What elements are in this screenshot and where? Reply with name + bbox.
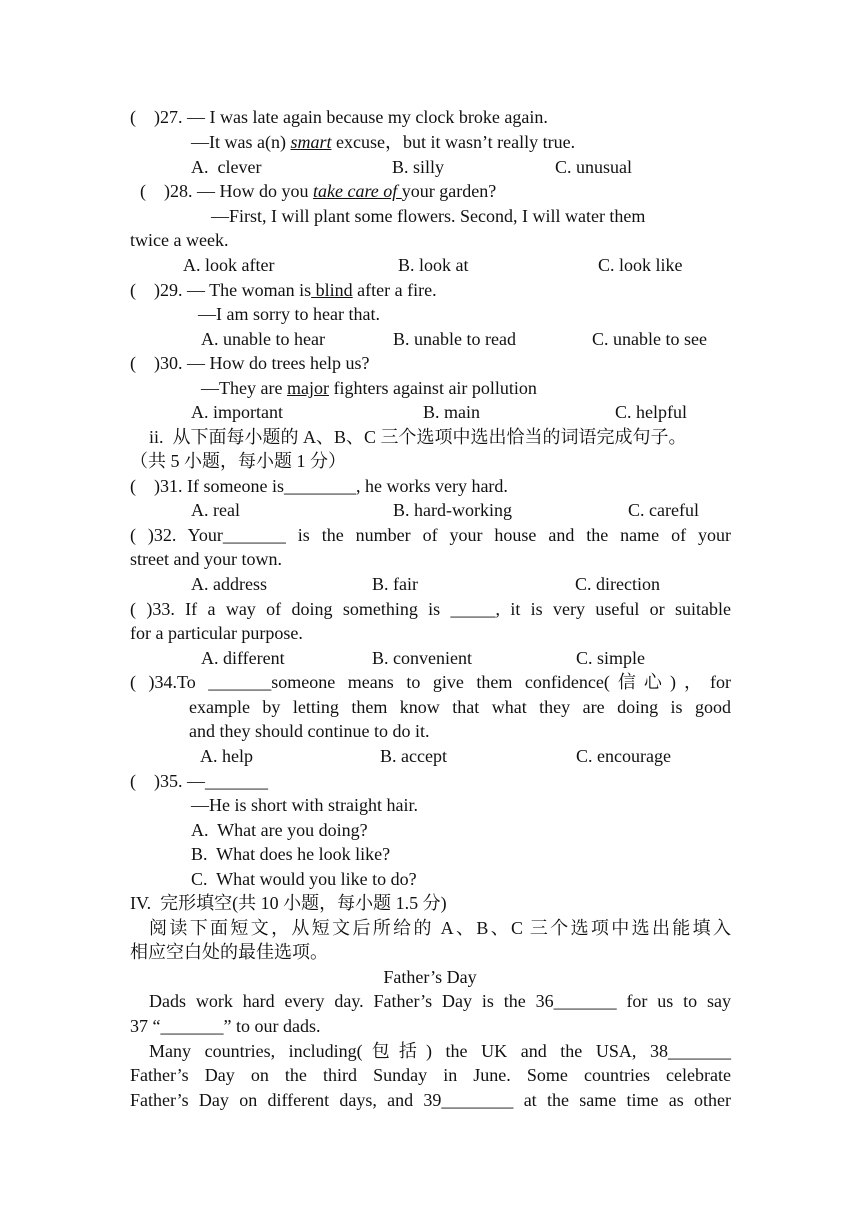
option-c: C. unusual bbox=[555, 157, 633, 177]
passage-line: Father’s Day on the third Sunday in June. Some countries celebrate bbox=[130, 1065, 731, 1085]
question-32: ( )32. Your_______ is the number of your house and the name of your bbox=[130, 525, 731, 545]
option-c: C. look like bbox=[598, 255, 683, 275]
question-text: your garden? bbox=[401, 181, 497, 201]
option-a: A. real bbox=[191, 500, 240, 520]
option-b: B. hard-working bbox=[393, 500, 512, 520]
option-b: B. What does he look like? bbox=[191, 844, 391, 864]
underlined-word: major bbox=[286, 378, 329, 398]
reply-text: —They are bbox=[201, 378, 287, 398]
option-c: C. What would you like to do? bbox=[191, 869, 417, 889]
option-c: C. direction bbox=[575, 574, 660, 594]
option-b: B. look at bbox=[398, 255, 469, 275]
question-35: ( )35. —_______ bbox=[130, 771, 268, 791]
question-33-cont: for a particular purpose. bbox=[130, 623, 303, 643]
option-b: B. main bbox=[423, 402, 480, 422]
option-c: C. encourage bbox=[576, 746, 671, 766]
option-a: A. look after bbox=[183, 255, 275, 275]
section-iv-instructions: 阅读下面短文，从短文后所给的 A、B、C 三个选项中选出能填入 bbox=[149, 918, 731, 938]
underlined-phrase: take care of bbox=[313, 181, 402, 201]
question-28-reply-cont: twice a week. bbox=[130, 230, 229, 250]
question-text: ( )29. — The woman is bbox=[130, 280, 312, 300]
question-text: ( )28. — How do you bbox=[140, 181, 313, 201]
reply-text: —It was a(n) bbox=[191, 132, 291, 152]
reply-text: excuse，but it wasn’t really true. bbox=[331, 132, 576, 152]
passage-line: Father’s Day on different days, and 39________ at the same time as other bbox=[130, 1090, 731, 1110]
option-a: A. address bbox=[191, 574, 267, 594]
question-28-reply: —First, I will plant some flowers. Second, I will water them bbox=[211, 206, 646, 226]
option-c: C. helpful bbox=[615, 402, 687, 422]
passage-line: 37 “_______” to our dads. bbox=[130, 1016, 321, 1036]
option-b: B. fair bbox=[372, 574, 418, 594]
section-iv-heading: IV. 完形填空(共 10 小题，每小题 1.5 分) bbox=[130, 893, 447, 913]
option-a: A. help bbox=[200, 746, 253, 766]
question-35-reply: —He is short with straight hair. bbox=[191, 795, 418, 815]
section-ii-heading: ii. 从下面每小题的 A、B、C 三个选项中选出恰当的词语完成句子。 bbox=[149, 427, 687, 447]
option-c: C. careful bbox=[628, 500, 699, 520]
question-32-cont: street and your town. bbox=[130, 549, 282, 569]
question-30-reply bbox=[201, 376, 537, 400]
question-33: ( )33. If a way of doing something is _____, it is very useful or suitable bbox=[130, 599, 731, 619]
question-text: after a fire. bbox=[352, 280, 437, 300]
underlined-word: blind bbox=[311, 280, 353, 300]
option-a: A. What are you doing? bbox=[191, 820, 368, 840]
passage-title: Father’s Day bbox=[383, 967, 477, 987]
section-iv-instructions-cont: 相应空白处的最佳选项。 bbox=[130, 942, 328, 962]
reply-text: fighters against air pollution bbox=[328, 378, 537, 398]
option-b: B. accept bbox=[380, 746, 447, 766]
underlined-word: smart bbox=[290, 132, 332, 152]
option-b: B. silly bbox=[392, 157, 445, 177]
option-b: B. unable to read bbox=[393, 329, 516, 349]
option-a: A. unable to hear bbox=[201, 329, 325, 349]
question-30: ( )30. — How do trees help us? bbox=[130, 353, 370, 373]
question-29 bbox=[130, 278, 437, 302]
question-27-reply bbox=[191, 130, 575, 154]
question-29-reply: —I am sorry to hear that. bbox=[198, 304, 380, 324]
question-34: ( )34.To _______someone means to give them confidence(信心)，for bbox=[130, 672, 731, 692]
question-34-cont: and they should continue to do it. bbox=[189, 721, 430, 741]
section-ii-points: （共 5 小题，每小题 1 分） bbox=[130, 451, 346, 471]
question-34-cont: example by letting them know that what they are doing is good bbox=[189, 697, 731, 717]
option-c: C. simple bbox=[576, 648, 646, 668]
option-a: A. different bbox=[201, 648, 285, 668]
question-27: ( )27. — I was late again because my clock broke again. bbox=[130, 107, 548, 127]
option-b: B. convenient bbox=[372, 648, 472, 668]
passage-line: Dads work hard every day. Father’s Day is the 36_______ for us to say bbox=[149, 991, 731, 1011]
option-c: C. unable to see bbox=[592, 329, 707, 349]
option-a: A. clever bbox=[191, 157, 262, 177]
option-a: A. important bbox=[191, 402, 283, 422]
question-31: ( )31. If someone is________, he works very hard. bbox=[130, 476, 508, 496]
question-28 bbox=[140, 179, 496, 203]
passage-line: Many countries, including(包括) the UK and the USA, 38_______ bbox=[149, 1041, 731, 1061]
